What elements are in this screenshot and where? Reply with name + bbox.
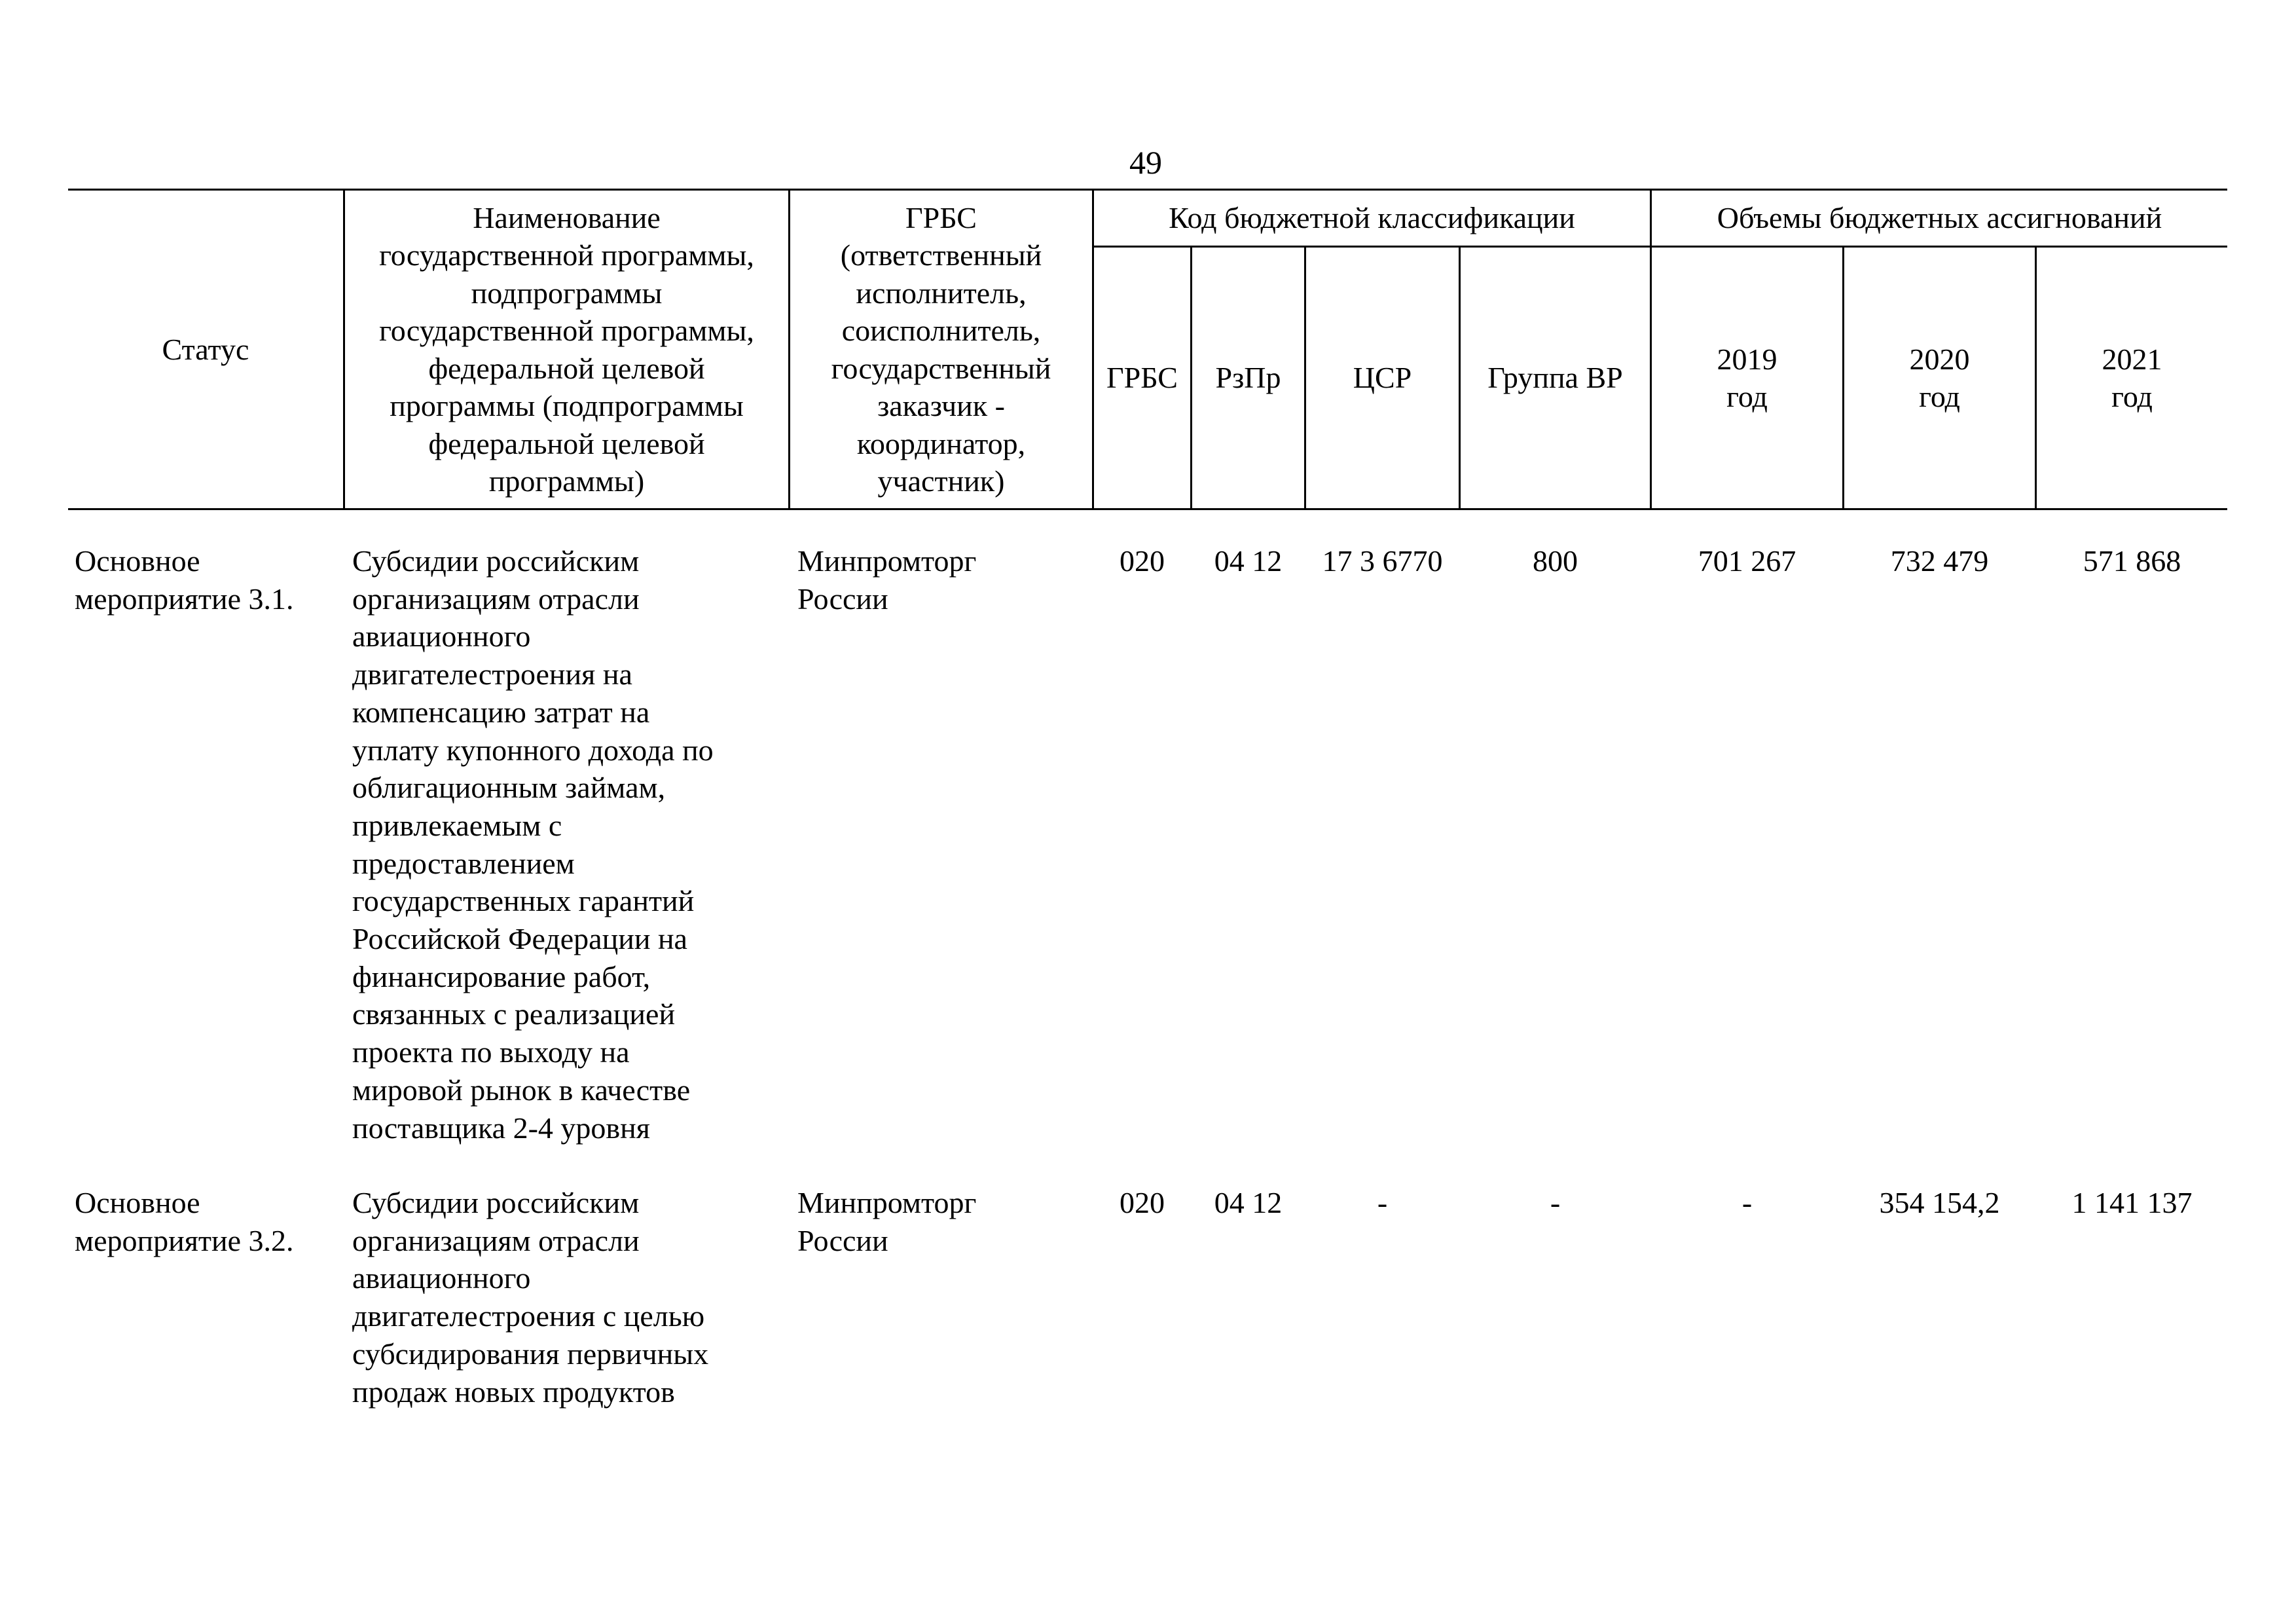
header-year-2019: 2019 год: [1717, 342, 1777, 413]
row-grbs-role: Минпромторг России: [797, 544, 977, 616]
row-rzpr: 04 12: [1214, 1186, 1283, 1219]
row-status: Основное мероприятие 3.1.: [75, 544, 294, 616]
row-2019: -: [1741, 1186, 1753, 1219]
header-csr: ЦСР: [1353, 361, 1412, 395]
header-allocations-group: Объемы бюджетных ассигнований: [1717, 201, 2162, 235]
header-year-2020: 2020 год: [1909, 342, 1970, 413]
header-year-2021: 2021 год: [2102, 342, 2162, 413]
row-2020: 354 154,2: [1879, 1186, 2000, 1219]
header-grbs-role: ГРБС (ответственный исполнитель, соисполнитель, государственный заказчик - координатор, участник): [831, 200, 1051, 498]
row-2021: 1 141 137: [2071, 1186, 2193, 1219]
header-budget-code-group: Код бюджетной классификации: [1169, 201, 1575, 235]
header-vr-group: Группа ВР: [1487, 361, 1623, 395]
row-csr: 17 3 6770: [1322, 544, 1443, 578]
row-2021: 571 868: [2083, 544, 2181, 578]
row-2019: 701 267: [1698, 544, 1796, 578]
header-program-name: Наименование государственной программы, подпрограммы государственной программы, федеральной целевой программы (подпрограммы федеральной целевой программы): [379, 200, 754, 498]
row-program-name: Субсидии российским организациям отрасли авиационного двигателестроения на компенсацию затрат на уплату купонного дохода по облигационным займам, привлекаемым с предоставлением государственных гарантий Российской Федерации на финансирование работ, связанных с реализацией проекта по выходу на мировой рынок в качестве поставщика 2-4 уровня: [352, 544, 714, 1145]
page-number: 49: [1129, 144, 1162, 181]
header-rzpr: РзПр: [1215, 361, 1281, 395]
row-csr: -: [1377, 1186, 1388, 1219]
header-grbs: ГРБС: [1106, 361, 1178, 395]
row-vr-group: 800: [1533, 544, 1578, 578]
row-vr-group: -: [1550, 1186, 1561, 1219]
header-bottom-border: [68, 508, 2227, 510]
header-status: Статус: [162, 332, 249, 366]
row-program-name: Субсидии российским организациям отрасли авиационного двигателестроения с целью субсидирования первичных продаж новых продуктов: [352, 1186, 709, 1409]
row-grbs: 020: [1120, 544, 1165, 578]
row-2020: 732 479: [1890, 544, 1989, 578]
row-grbs: 020: [1120, 1186, 1165, 1219]
row-status: Основное мероприятие 3.2.: [75, 1186, 294, 1257]
row-rzpr: 04 12: [1214, 544, 1283, 578]
row-grbs-role: Минпромторг России: [797, 1186, 977, 1257]
